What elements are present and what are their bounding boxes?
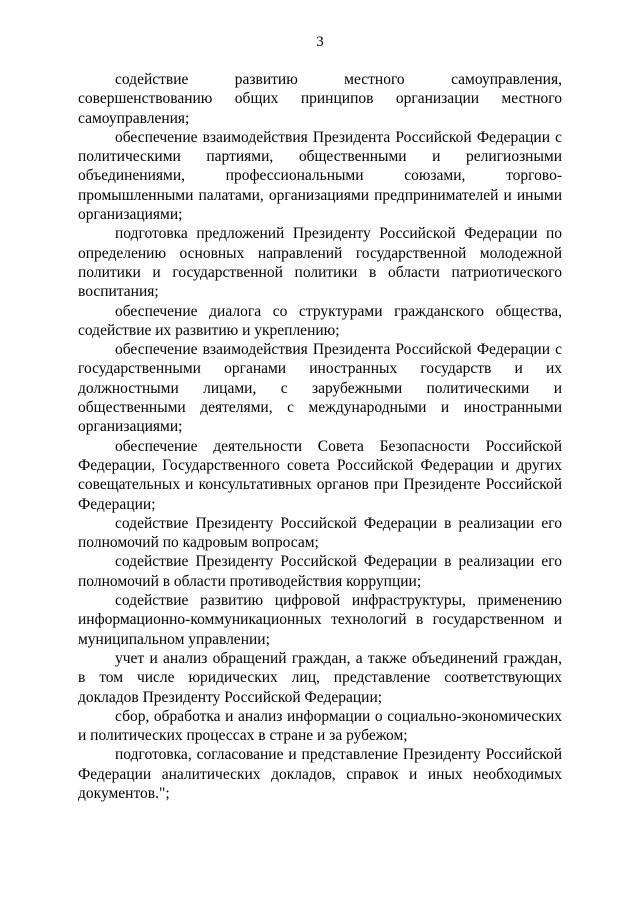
paragraph-youth-policy-proposals: подготовка предложений Президенту Российской Федерации по определению основных направлений государственной молодежной политики и государственной политики в области патриотического воспитания; <box>78 225 562 301</box>
paragraph-anti-corruption: содействие Президенту Российской Федерации в реализации его полномочий в области противодействия коррупции; <box>78 553 562 590</box>
paragraph-information-analysis: сбор, обработка и анализ информации о социально-экономических и политических процессах в стране и за рубежом; <box>78 707 562 745</box>
page-number: 3 <box>316 34 324 50</box>
paragraph-foreign-interaction: обеспечение взаимодействия Президента Российской Федерации с государственными органами иностранных государств и их должностными лицами, с зарубежными политическими и общественными деятелями, с международными и иностранными организациями; <box>78 341 562 436</box>
document-body <box>78 70 562 803</box>
paragraph-local-self-government: содействие развитию местного самоуправления, совершенствованию общих принципов организации местного самоуправления; <box>78 71 562 127</box>
paragraph-analytical-reports: подготовка, согласование и представление Президенту Российской Федерации аналитических докладов, справок и иных необходимых документов."; <box>78 746 562 802</box>
paragraph-interaction-with-parties: обеспечение взаимодействия Президента Российской Федерации с политическими партиями, общественными и религиозными объединениями, профессиональными союзами, торгово-промышленными палатами, организациями предпринимателей и иными организациями; <box>78 128 562 224</box>
paragraph-security-council-support: обеспечение деятельности Совета Безопасности Российской Федерации, Государственного совета Российской Федерации и других совещательных и консультативных органов при Президенте Российской Федерации; <box>78 437 562 513</box>
paragraph-citizen-appeals: учет и анализ обращений граждан, а также объединений граждан, в том числе юридических лиц, представление соответствующих докладов Президенту Российской Федерации; <box>78 649 562 706</box>
paragraph-civil-society-dialogue: обеспечение диалога со структурами гражданского общества, содействие их развитию и укреплению; <box>78 302 562 339</box>
paragraph-personnel-matters: содействие Президенту Российской Федерации в реализации его полномочий по кадровым вопросам; <box>78 514 562 552</box>
paragraph-digital-infrastructure: содействие развитию цифровой инфраструктуры, применению информационно-коммуникационных технологий в государственном и муниципальном управлении; <box>78 592 562 648</box>
